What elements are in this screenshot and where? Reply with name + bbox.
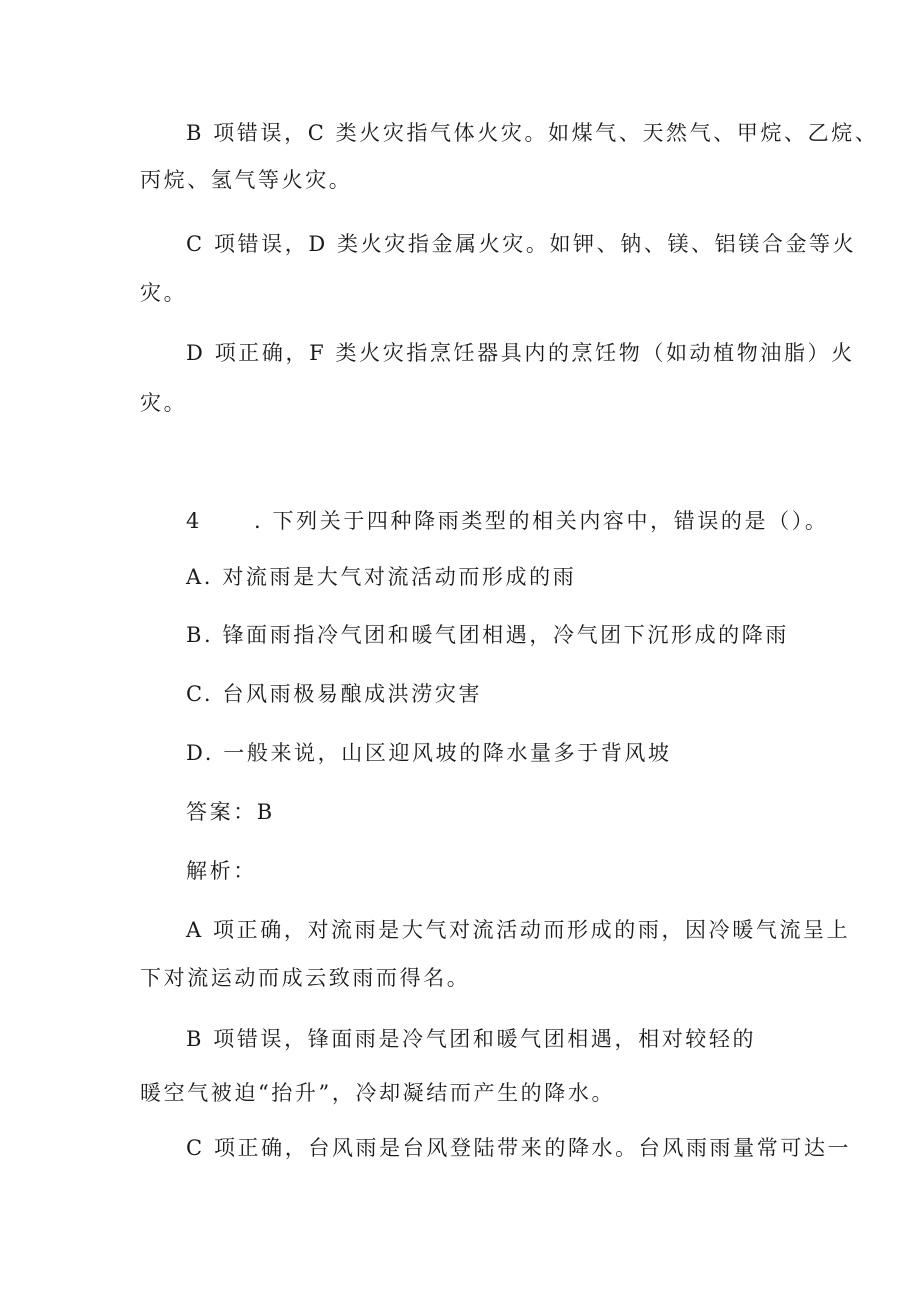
option-c: C. 台风雨极易酿成洪涝灾害	[186, 682, 483, 706]
paragraph-line: 灾。	[140, 281, 188, 305]
question-text: . 下列关于四种降雨类型的相关内容中，错误的是（）。	[253, 509, 829, 533]
paragraph-line: 丙烷、氢气等火灾。	[140, 168, 353, 192]
answer-line: 答案：B	[186, 800, 275, 824]
analysis-line: C 项正确，台风雨是台风登陆带来的降水。台风雨雨量常可达一	[186, 1136, 852, 1160]
option-d: D. 一般来说，山区迎风坡的降水量多于背风坡	[186, 741, 672, 765]
paragraph-line: B 项错误，C 类火灾指气体火灾。如煤气、天然气、甲烷、乙烷、	[186, 121, 879, 145]
analysis-line: B 项错误，锋面雨是冷气团和暖气团相遇，相对较轻的	[186, 1027, 757, 1051]
question-number: 4	[186, 509, 202, 533]
analysis-line: 暖空气被迫“抬升”，冷却凝结而产生的降水。	[140, 1081, 616, 1105]
paragraph-line: 灾。	[140, 391, 188, 415]
paragraph-line: C 项错误，D 类火灾指金属火灾。如钾、钠、镁、铝镁合金等火	[186, 232, 857, 256]
paragraph-line: D 项正确，F 类火灾指烹饪器具内的烹饪物（如动植物油脂）火	[186, 341, 855, 365]
question-stem	[186, 508, 828, 534]
option-b: B. 锋面雨指冷气团和暖气团相遇，冷气团下沉形成的降雨	[186, 623, 789, 647]
analysis-line: A 项正确，对流雨是大气对流活动而形成的雨，因冷暖气流呈上	[186, 918, 851, 942]
analysis-label: 解析：	[186, 859, 257, 883]
analysis-line: 下对流运动而成云致雨而得名。	[140, 966, 471, 990]
option-a: A. 对流雨是大气对流活动而形成的雨	[186, 565, 577, 589]
